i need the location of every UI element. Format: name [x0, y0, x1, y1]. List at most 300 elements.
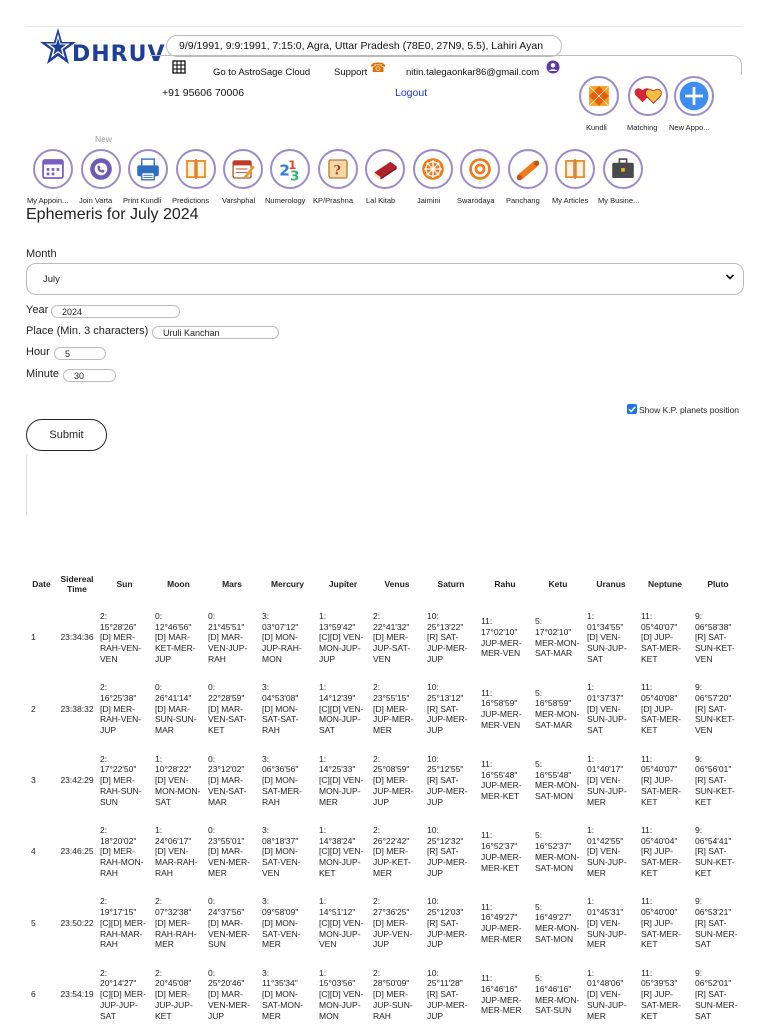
position-line: JUP-MER- [481, 780, 522, 791]
planet-position-cell [370, 816, 424, 887]
position-line: 17°02'10" [535, 626, 572, 637]
planet-position-cell [97, 888, 152, 959]
numbers-icon [272, 151, 308, 187]
position-line: KET [641, 653, 658, 664]
position-line: JUP-MER- [481, 994, 522, 1005]
column-header: Sun [116, 578, 133, 589]
position-line: SUN-JUP- [587, 714, 627, 725]
position-line: MON-JUP- [319, 643, 361, 654]
new-appointment-button[interactable] [674, 76, 714, 116]
position-line: JUP-MER- [481, 709, 522, 720]
panchang-button[interactable] [508, 149, 548, 189]
position-line: 05°40'07" [641, 764, 678, 775]
kp-prashna-label: KP/Prashna [313, 196, 354, 205]
sidereal-time-cell: 23:50:22 [57, 888, 97, 959]
table-header-row [26, 566, 744, 602]
logout-link[interactable]: Logout [395, 87, 428, 99]
position-line: MER [262, 1010, 281, 1021]
position-line: RAH-VEN- [100, 643, 142, 654]
planet-position-cell [638, 959, 692, 1030]
planet-position-cell [692, 673, 744, 744]
position-line: 0: [155, 682, 163, 693]
position-line: [D] MAR- [208, 846, 243, 857]
position-line: 11: [641, 753, 653, 764]
position-line: SUN-JUP- [587, 785, 627, 796]
position-line: MER [587, 1010, 606, 1021]
my-business-button[interactable] [603, 149, 643, 189]
position-line: VEN [373, 653, 391, 664]
position-line: KET [641, 939, 658, 950]
numerology-label: Numerology [265, 196, 306, 205]
position-line: 2: [100, 753, 108, 764]
my-appointments-label: My Appoin... [27, 196, 69, 205]
page-title: Ephemeris for July 2024 [26, 206, 199, 223]
matching-label: Matching [627, 123, 658, 132]
position-line: MER [155, 939, 174, 950]
position-line: 1: [319, 967, 327, 978]
position-line: 2: [100, 967, 108, 978]
position-line: [R] SAT- [695, 632, 727, 643]
position-line: [R] SAT- [427, 917, 459, 928]
sidereal-time-cell: 23:34:36 [57, 602, 97, 673]
position-line: JUP [427, 939, 444, 950]
lal-kitab-button[interactable] [365, 149, 405, 189]
position-line: MER-KET [481, 862, 520, 873]
position-line: 11: [481, 616, 493, 627]
position-line: MER [208, 868, 227, 879]
column-header: Mercury [270, 578, 305, 589]
kundli-icon [581, 78, 617, 114]
matching-button[interactable] [628, 76, 668, 116]
swarodaya-button[interactable] [460, 149, 500, 189]
position-line: 15°03'56" [319, 978, 356, 989]
position-line: [R] SAT- [427, 775, 459, 786]
position-line: 1: [587, 610, 595, 621]
planet-position-cell [205, 816, 259, 887]
join-varta-button[interactable] [81, 149, 121, 189]
planet-position-cell [478, 959, 532, 1030]
position-line: [D] MON- [262, 775, 298, 786]
position-line: SAT [319, 725, 335, 736]
position-line: RAH [208, 653, 226, 664]
position-line: JUP [373, 796, 390, 807]
column-header: Mars [222, 578, 242, 589]
new-appointment-label: New Appo... [669, 123, 710, 132]
planet-position-cell [478, 673, 532, 744]
position-line: 1: [587, 896, 595, 907]
planet-position-cell [638, 673, 692, 744]
planet-position-cell [152, 816, 205, 887]
position-line: 26°41'14" [155, 692, 192, 703]
varshphal-label: Varshphal [222, 196, 256, 205]
position-line: MER-MON- [535, 637, 580, 648]
position-line: JUP [373, 939, 390, 950]
position-line: 24°37'56" [208, 907, 245, 918]
position-line: 1: [587, 967, 595, 978]
position-line: JUP-MER- [481, 637, 522, 648]
left-divider [26, 455, 27, 515]
ephemeris-table [26, 566, 744, 1030]
position-line: 01°48'06" [587, 978, 624, 989]
position-line: 3: [262, 753, 270, 764]
position-line: SAT-MON [535, 934, 574, 945]
position-line: [D] MER- [373, 989, 408, 1000]
planet-position-cell [584, 602, 638, 673]
planet-position-cell [97, 959, 152, 1030]
position-line: JUP-MER- [427, 857, 468, 868]
user-account-icon[interactable] [546, 60, 560, 74]
position-line: VEN [695, 653, 713, 664]
planet-position-cell [692, 888, 744, 959]
position-line: [R] SAT- [427, 989, 459, 1000]
planet-position-cell [152, 602, 205, 673]
position-line: JUP [319, 653, 336, 664]
planet-position-cell [259, 745, 316, 816]
planet-position-cell [532, 888, 584, 959]
position-line: SAT-MON [535, 862, 574, 873]
planet-position-cell [638, 888, 692, 959]
position-line: [C][D] VEN- [319, 632, 364, 643]
position-line: JUP-JUP- [155, 1000, 193, 1011]
phone-icon[interactable]: ☎ [370, 60, 387, 75]
position-line: KET [155, 1010, 172, 1021]
position-line: [D] JUP- [641, 703, 674, 714]
position-line: 14°38'24" [319, 835, 356, 846]
sidereal-time-cell: 23:42:29 [57, 745, 97, 816]
position-line: [D] MER- [100, 775, 135, 786]
place-label: Place (Min. 3 characters) [26, 325, 149, 337]
position-line: 16°49'27" [535, 912, 572, 923]
planet-position-cell [692, 816, 744, 887]
date-cell: 2 [31, 703, 36, 714]
position-line: MON [319, 1010, 339, 1021]
position-line: MER-MER [481, 1005, 522, 1016]
varshphal-button[interactable] [223, 149, 263, 189]
position-line: SUN-JUP- [587, 857, 627, 868]
minute-input[interactable]: 30 [63, 369, 116, 382]
position-line: 21°45'51" [208, 621, 245, 632]
position-line: [D] VEN- [587, 846, 621, 857]
position-line: [D] JUP- [641, 632, 674, 643]
position-line: 17°22'50" [100, 764, 137, 775]
planet-position-cell [152, 959, 205, 1030]
position-line: [R] JUP- [641, 917, 674, 928]
position-line: SAT-MON [535, 791, 574, 802]
position-line: [R] SAT- [695, 989, 727, 1000]
position-line: 13°59'42" [319, 621, 356, 632]
column-header: Uranus [596, 578, 626, 589]
position-line: SAT-MER- [641, 1000, 681, 1011]
planet-position-cell [152, 673, 205, 744]
sidereal-time-cell: 23:46:25 [60, 846, 94, 857]
position-line: SAT-MER- [641, 785, 681, 796]
position-line: SAT [587, 653, 603, 664]
position-line: MER-KET [481, 791, 520, 802]
lal-kitab-label: Lal Kitab [366, 196, 396, 205]
position-line: [D] MON- [262, 632, 298, 643]
position-line: 3: [262, 824, 270, 835]
hour-input[interactable]: 5 [54, 347, 106, 360]
position-line: VEN [695, 725, 713, 736]
table-row [26, 959, 744, 1030]
place-input[interactable]: Uruli Kanchan [152, 326, 279, 339]
position-line: 10°28'22" [155, 764, 192, 775]
position-line: JUP-VEN- [373, 928, 413, 939]
position-line: 16°55'48" [481, 769, 518, 780]
planet-position-cell [424, 673, 478, 744]
planet-position-cell [638, 602, 692, 673]
position-line: [D] MAR- [155, 703, 190, 714]
position-line: MER-MER [481, 934, 522, 945]
position-line: [R] SAT- [695, 703, 727, 714]
position-line: JUP-MER- [373, 785, 414, 796]
planet-position-cell [316, 959, 370, 1030]
position-line: JUP-JUP- [100, 1000, 138, 1011]
position-line: JUP [100, 725, 117, 736]
planet-position-cell [370, 959, 424, 1030]
position-line: 16°49'27" [481, 912, 518, 923]
position-line: 11: [641, 967, 653, 978]
position-line: [D] MER- [373, 703, 408, 714]
position-line: [D] VEN- [155, 775, 189, 786]
position-line: [D] MER- [100, 632, 135, 643]
position-line: 08°18'37" [262, 835, 299, 846]
position-line: 1: [587, 824, 595, 835]
hearts-icon [630, 78, 666, 114]
planet-position-cell [152, 888, 205, 959]
grid-icon[interactable] [172, 60, 186, 74]
sidereal-time-cell: 23:38:32 [60, 703, 94, 714]
position-line: 26°22'42" [373, 835, 410, 846]
wheel-icon [415, 151, 451, 187]
planet-position-cell [532, 673, 584, 744]
position-line: 27°36'25" [373, 907, 410, 918]
position-line: [D] VEN- [155, 846, 189, 857]
position-line: 2: [100, 682, 108, 693]
position-line: JUP [427, 653, 444, 664]
position-line: JUP-RAH- [262, 643, 302, 654]
planet-position-cell [478, 602, 532, 673]
position-line: VEN-SAT- [208, 785, 247, 796]
position-line: [D] VEN- [587, 775, 621, 786]
position-line: VEN-SAT- [208, 714, 247, 725]
position-line: SUN-JUP- [587, 643, 627, 654]
position-line: 3: [262, 682, 270, 693]
position-line: MER-MON- [535, 923, 580, 934]
planet-position-cell [584, 959, 638, 1030]
astrosage-cloud-link[interactable]: Go to AstroSage Cloud [213, 67, 311, 78]
position-line: [C][D] VEN- [319, 846, 364, 857]
position-line: 11: [641, 682, 653, 693]
column-header: Moon [167, 578, 190, 589]
position-line: 3: [262, 610, 270, 621]
predictions-label: Predictions [172, 196, 210, 205]
submit-button[interactable]: Submit [26, 419, 107, 451]
position-line: 10: [427, 610, 439, 621]
position-line: 2: [100, 896, 108, 907]
column-header: Jupiter [328, 578, 358, 589]
position-line: SUN-KET- [695, 714, 735, 725]
position-line: 0: [208, 753, 216, 764]
position-line: VEN-JUP- [208, 643, 248, 654]
position-line: 09°58'09" [262, 907, 299, 918]
planet-position-cell [532, 959, 584, 1030]
position-line: [D] MON- [262, 703, 298, 714]
jaimini-button[interactable] [413, 149, 453, 189]
column-header: Neptune [648, 578, 682, 589]
position-line: VEN [319, 939, 337, 950]
year-input[interactable]: 2024 [51, 305, 180, 318]
position-line: 23°55'15" [373, 692, 410, 703]
position-line: JUP-MER- [427, 643, 468, 654]
planet-position-cell [424, 816, 478, 887]
planet-position-cell [584, 673, 638, 744]
position-line: [R] SAT- [695, 917, 727, 928]
position-line: 20°14'27" [100, 978, 137, 989]
position-line: MON [262, 653, 282, 664]
my-articles-label: My Articles [552, 196, 589, 205]
position-line: 5: [535, 616, 543, 627]
position-line: 06°56'01" [695, 764, 732, 775]
position-line: SAT-MER- [641, 928, 681, 939]
planet-position-cell [638, 816, 692, 887]
position-line: SAT-MER- [641, 643, 681, 654]
planet-position-cell [638, 745, 692, 816]
column-header: Pluto [707, 578, 729, 589]
planet-position-cell [532, 745, 584, 816]
chevron-down-icon [725, 272, 735, 282]
numerology-button[interactable] [270, 149, 310, 189]
position-line: 06°36'56" [262, 764, 299, 775]
my-business-label: My Busine... [598, 196, 640, 205]
position-line: 1: [319, 610, 327, 621]
panchang-label: Panchang [506, 196, 540, 205]
position-line: MON-JUP- [319, 857, 361, 868]
position-line: 1: [319, 824, 327, 835]
position-line: MER [373, 868, 392, 879]
position-line: 11: [481, 758, 493, 769]
predictions-button[interactable] [176, 149, 216, 189]
planet-position-cell [370, 745, 424, 816]
svg-text:2: 2 [279, 161, 290, 180]
planet-position-cell [584, 888, 638, 959]
planet-position-cell [259, 959, 316, 1030]
position-line: [D] MER- [100, 846, 135, 857]
position-line: SUN-KET- [695, 785, 735, 796]
position-line: 1: [155, 753, 163, 764]
position-line: KET [641, 725, 658, 736]
print-kundli-label: Print Kundli [123, 196, 162, 205]
planet-position-cell [152, 745, 205, 816]
position-line: 5: [535, 687, 543, 698]
session-info-pill[interactable]: 9/9/1991, 9:9:1991, 7:15:0, Agra, Uttar Pradesh (78E0, 27N9, 5.5), Lahiri Ayan [166, 35, 562, 57]
position-line: [D] MON- [262, 917, 298, 928]
position-line: 03°07'12" [262, 621, 299, 632]
column-header: Ketu [548, 578, 568, 589]
open-book-icon [557, 151, 593, 187]
position-line: JUP-SUN- [373, 1000, 413, 1011]
kundli-button[interactable] [579, 76, 619, 116]
position-line: SAT-MAR [535, 719, 573, 730]
position-line: 9: [695, 682, 703, 693]
swarodaya-label: Swarodaya [457, 196, 495, 205]
position-line: 9: [695, 610, 703, 621]
position-line: [R] SAT- [695, 775, 727, 786]
position-line: 0: [208, 896, 216, 907]
position-line: VEN-MER- [208, 928, 251, 939]
position-line: SUN-KET- [695, 643, 735, 654]
position-line: SAT-VEN- [262, 928, 301, 939]
position-line: 2: [373, 896, 381, 907]
position-line: 01°40'17" [587, 764, 624, 775]
position-line: 06°58'38" [695, 621, 732, 632]
position-line: RAH-RAH- [155, 928, 197, 939]
position-line: SAT-MER- [262, 785, 302, 796]
planet-position-cell [205, 745, 259, 816]
print-kundli-button[interactable] [128, 149, 168, 189]
position-line: [R] SAT- [427, 703, 459, 714]
position-line: 2: [155, 967, 163, 978]
position-line: 05°40'04" [641, 835, 678, 846]
planet-position-cell [97, 602, 152, 673]
planet-position-cell [478, 745, 532, 816]
scroll-icon [510, 151, 546, 187]
planet-position-cell [316, 673, 370, 744]
position-line: 05°40'07" [641, 621, 678, 632]
kp-positions-checkbox[interactable] [627, 404, 637, 414]
position-line: JUP-SAT- [373, 643, 411, 654]
kp-prashna-button[interactable] [318, 149, 358, 189]
position-line: 15°28'26" [100, 621, 137, 632]
position-line: 16°46'16" [535, 983, 572, 994]
position-line: 01°42'55" [587, 835, 624, 846]
position-line: JUP [427, 1010, 444, 1021]
position-line: MER-MON- [535, 709, 580, 720]
position-line: [D] MER- [373, 775, 408, 786]
planet-position-cell [259, 602, 316, 673]
position-line: 17°02'10" [481, 626, 518, 637]
position-line: MAR-RAH- [155, 857, 198, 868]
position-line: RAH-SUN- [100, 785, 142, 796]
my-articles-button[interactable] [555, 149, 595, 189]
position-line: SUN-KET- [695, 857, 735, 868]
position-line: RAH-VEN- [100, 714, 142, 725]
position-line: 16°46'16" [481, 983, 518, 994]
position-line: VEN-MER- [208, 857, 251, 868]
position-line: 28°50'09" [373, 978, 410, 989]
ephemeris-table-body [26, 602, 744, 1030]
support-phone-number: +91 95606 70006 [162, 87, 245, 99]
position-line: MON-JUP- [319, 785, 361, 796]
planet-position-cell [316, 888, 370, 959]
position-line: MER [262, 939, 281, 950]
support-link[interactable]: Support [334, 67, 368, 78]
my-appointments-button[interactable] [33, 149, 73, 189]
position-line: RAH-MAR- [100, 928, 143, 939]
position-line: 22°41'32" [373, 621, 410, 632]
position-line: 1: [319, 682, 327, 693]
position-line: [C][D] VEN- [319, 703, 364, 714]
position-line: MER-VEN [481, 719, 521, 730]
planet-position-cell [478, 816, 532, 887]
position-line: KET [641, 796, 658, 807]
position-line: SAT-SUN [535, 1005, 572, 1016]
month-select[interactable] [26, 263, 744, 295]
planet-position-cell [205, 602, 259, 673]
position-line: [D] MER- [373, 632, 408, 643]
position-line: SAT-MER- [641, 714, 681, 725]
position-line: 18°20'02" [100, 835, 137, 846]
